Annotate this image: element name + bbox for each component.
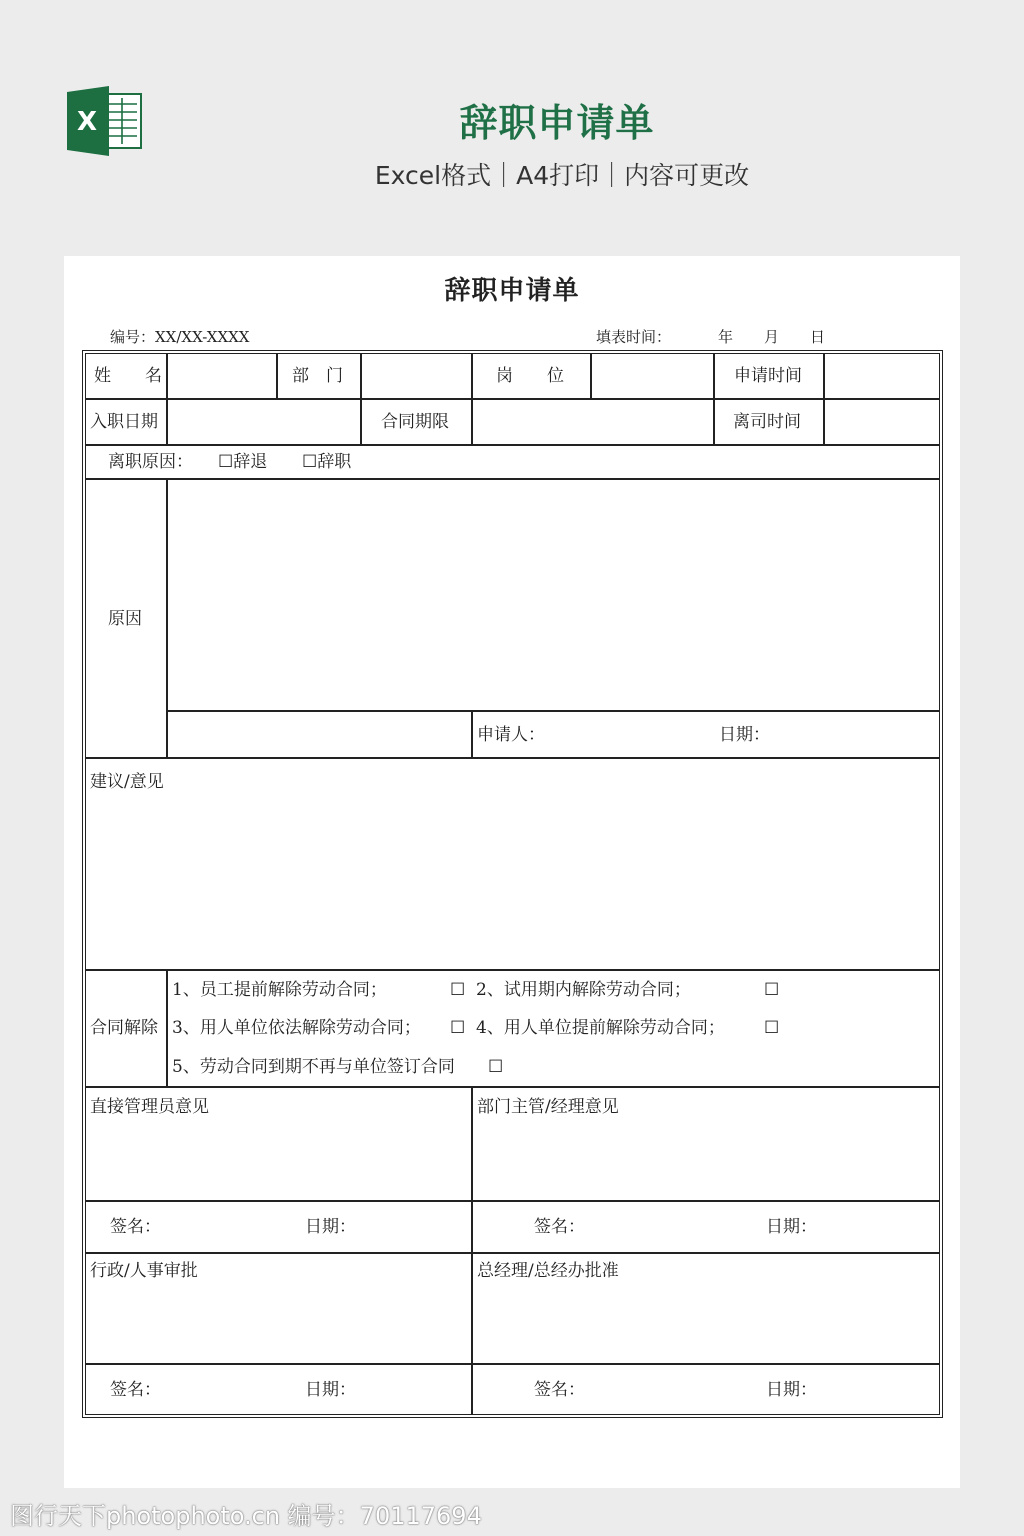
checkbox-3[interactable]: ☐ [450,1018,466,1038]
gm-approval-label: 总经理/总经办批准 [477,1261,619,1281]
reason-label: 原因 [108,609,142,629]
form-number: 编号：XX/XX-XXXX [110,328,250,346]
terminate-item-1: 1、员工提前解除劳动合同； [172,980,387,1000]
dept-head-sign-label: 签名： [534,1217,585,1237]
option-dismiss[interactable]: ☐辞退 [218,452,268,472]
terminate-item-2: 2、试用期内解除劳动合同； [476,980,691,1000]
checkbox-4[interactable]: ☐ [764,1018,780,1038]
name-label: 姓 名 [94,366,162,386]
page-subtitle: Excel格式｜A4打印｜内容可更改 [374,161,750,190]
day-label: 日 [810,328,826,346]
manager-opinion-label: 直接管理员意见 [90,1097,209,1117]
dept-label: 部 门 [292,366,343,386]
reason-type-label: 离职原因： [108,452,193,472]
terminate-item-5: 5、劳动合同到期不再与单位签订合同 [172,1057,455,1077]
year-label: 年 [718,328,734,346]
gm-date-label: 日期： [766,1380,817,1400]
dept-head-date-label: 日期： [766,1217,817,1237]
hr-date-label: 日期： [305,1380,356,1400]
contract-label: 合同期限 [381,412,449,432]
terminate-item-4: 4、用人单位提前解除劳动合同； [476,1018,725,1038]
month-label: 月 [764,328,780,346]
table-inner-border [85,353,940,1415]
svg-text:X: X [76,107,98,137]
advice-label: 建议/意见 [90,772,164,792]
post-label: 岗 位 [496,366,564,386]
checkbox-1[interactable]: ☐ [450,980,466,1000]
join-date-label: 入职日期 [90,412,158,432]
option-resign[interactable]: ☐辞职 [302,452,352,472]
applicant-label: 申请人： [477,725,545,745]
gm-sign-label: 签名： [534,1380,585,1400]
hr-approval-label: 行政/人事审批 [90,1261,198,1281]
hr-sign-label: 签名： [110,1380,161,1400]
applicant-date-label: 日期： [719,725,770,745]
terminate-label: 合同解除 [90,1018,158,1038]
terminate-item-3: 3、用人单位依法解除劳动合同； [172,1018,421,1038]
apply-time-label: 申请时间 [734,366,802,386]
watermark: 图行天下photophoto.cn 编号：70117694 [10,1502,482,1530]
leave-time-label: 离司时间 [733,412,801,432]
fill-time-label: 填表时间： [596,328,672,346]
page-title: 辞职申请单 [459,101,655,145]
checkbox-2[interactable]: ☐ [764,980,780,1000]
manager-sign-label: 签名： [110,1217,161,1237]
checkbox-5[interactable]: ☐ [488,1057,504,1077]
manager-date-label: 日期： [305,1217,356,1237]
dept-head-opinion-label: 部门主管/经理意见 [477,1097,619,1117]
form-title: 辞职申请单 [444,276,580,306]
